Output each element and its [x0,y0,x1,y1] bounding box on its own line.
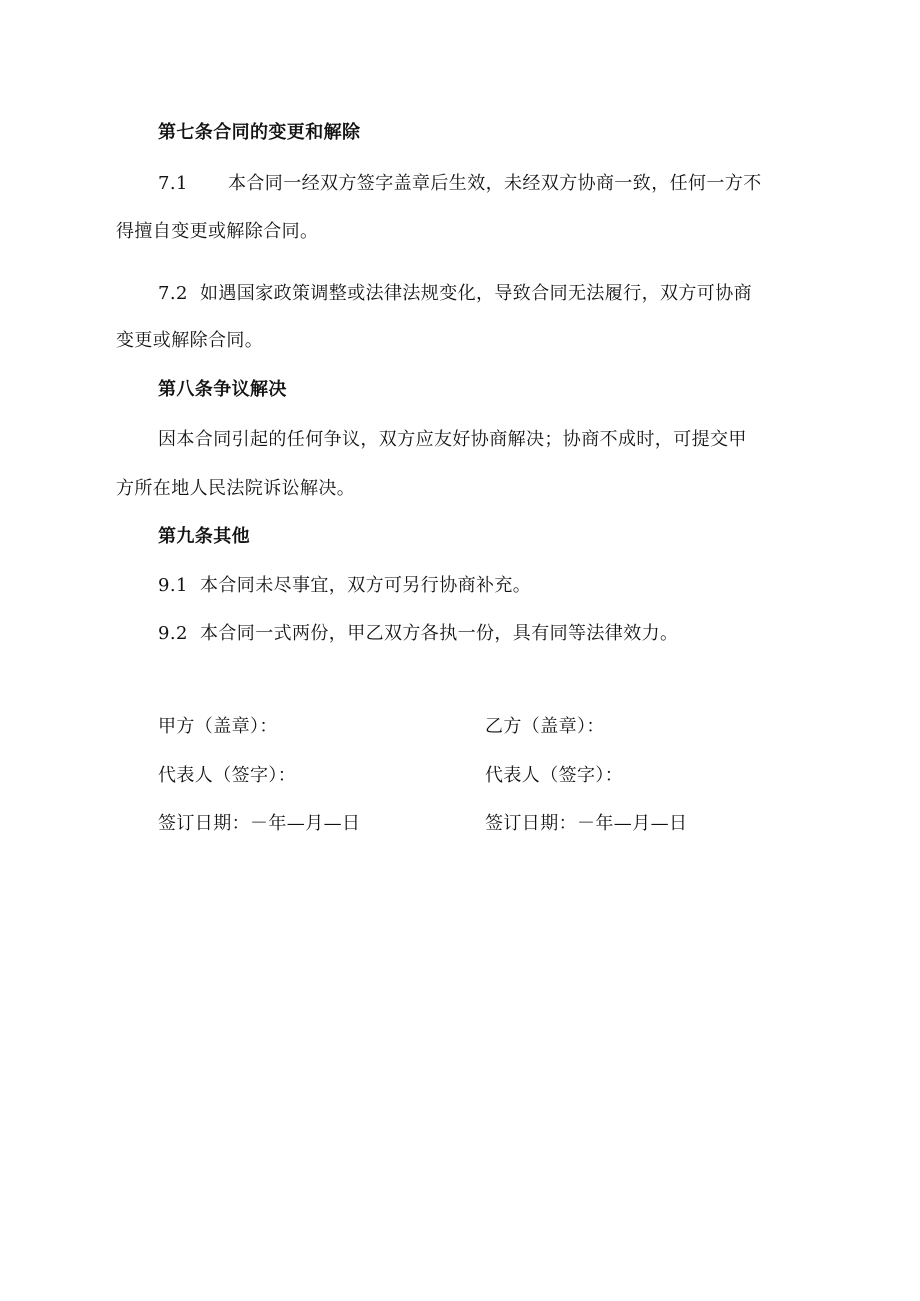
article-8-line-2: 方所在地人民法院诉讼解决。 [116,478,356,499]
clause-9-1-number: 9.1 [158,575,188,596]
clause-7-2-text-1: 如遇国家政策调整或法律法规变化，导致合同无法履行，双方可协商 [200,283,752,304]
clause-7-1-text-1: 本合同一经双方签字盖章后生效，未经双方协商一致，任何一方不 [228,173,762,194]
article-9-heading: 第九条其他 [158,526,250,547]
clause-7-1-number: 7.1 [158,173,188,194]
clause-7-1-line-2: 得擅自变更或解除合同。 [116,221,319,242]
clause-7-1-line-1 [158,172,762,196]
party-b-date-label: 签订日期：－年—月—日 [485,813,688,834]
party-b-rep-label: 代表人（签字）： [485,765,624,786]
party-a-date-label: 签订日期：－年—月—日 [158,813,361,834]
article-8-heading: 第八条争议解决 [158,379,287,400]
party-a-seal-label: 甲方（盖章）： [158,716,278,737]
clause-7-2-line-1 [158,282,752,306]
clause-9-1-text: 本合同未尽事宜，双方可另行协商补充。 [200,575,532,596]
party-b-seal-label: 乙方（盖章）： [485,716,605,737]
article-7-heading: 第七条合同的变更和解除 [158,122,361,143]
clause-7-2-line-2: 变更或解除合同。 [116,330,264,351]
clause-9-2 [158,622,678,646]
party-a-rep-label: 代表人（签字）： [158,765,297,786]
clause-9-1 [158,574,531,598]
article-8-line-1: 因本合同引起的任何争议，双方应友好协商解决；协商不成时，可提交甲 [158,429,747,450]
clause-7-2-number: 7.2 [158,283,188,304]
clause-9-2-text: 本合同一式两份，甲乙双方各执一份，具有同等法律效力。 [200,623,679,644]
clause-9-2-number: 9.2 [158,623,188,644]
